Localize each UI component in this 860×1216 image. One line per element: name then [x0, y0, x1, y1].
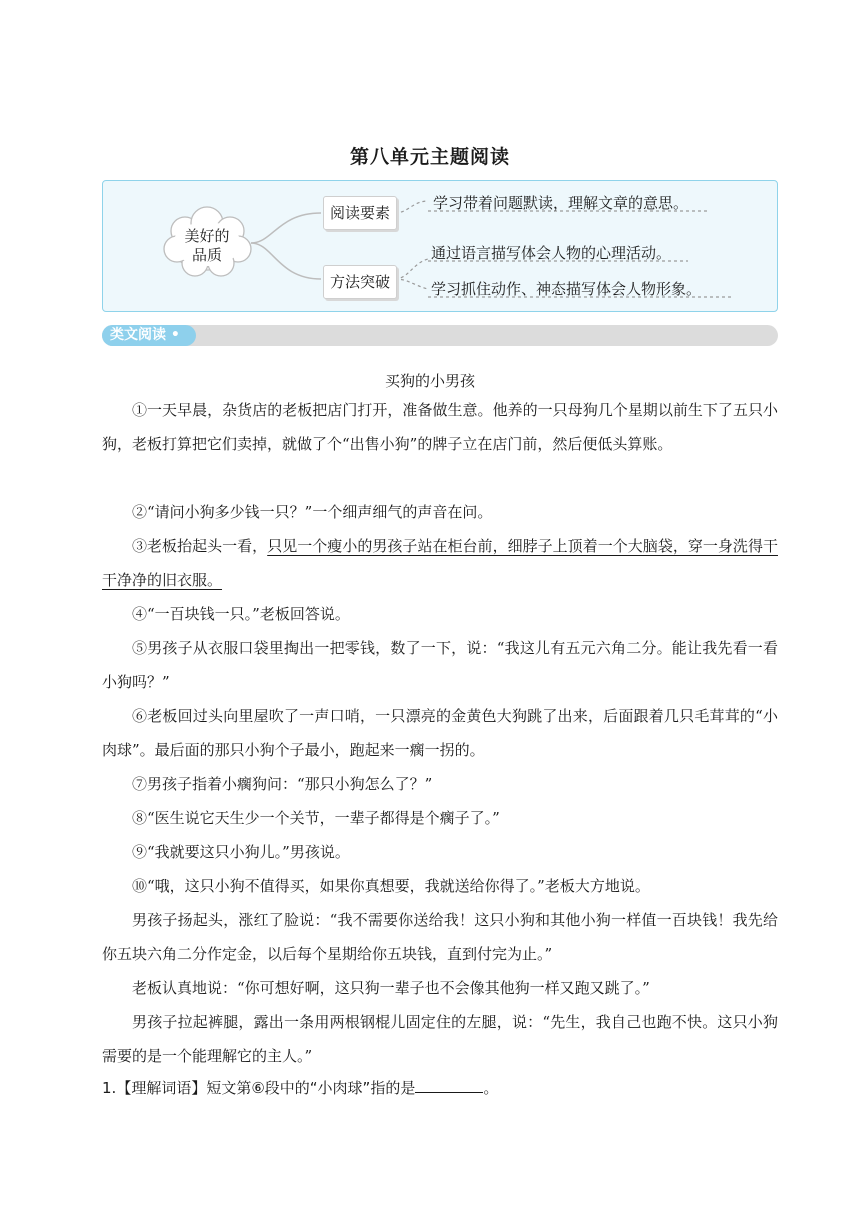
branch-label-method: 方法突破	[323, 265, 397, 299]
section-bar	[102, 325, 778, 346]
section-tag-dot: •	[170, 327, 180, 343]
branch-label-reading-element: 阅读要素	[323, 196, 397, 230]
paragraph-6: ⑥老板回过头向里屋吹了一声口哨，一只漂亮的金黄色大狗跳了出来，后面跟着几只毛茸茸的“小肉球”。最后面的那只小狗个子最小，跑起来一瘸一拐的。	[102, 707, 778, 759]
branch1-item1: 学习带着问题默读，理解文章的意思。	[433, 194, 689, 212]
mindmap-theme	[177, 227, 237, 265]
paragraph-11: 男孩子扬起头，涨红了脸说：“我不需要你送给我！这只小狗和其他小狗一样值一百块钱！我先给你五块六角二分作定金，以后每个星期给你五块钱，直到付完为止。”	[102, 911, 778, 963]
mindmap-theme-line2: 品质	[191, 246, 222, 264]
paragraph-13: 男孩子拉起裤腿，露出一条用两根钢棍儿固定住的左腿，说：“先生，我自己也跑不快。这只小狗需要的是一个能理解它的主人。”	[102, 1013, 778, 1065]
question-number: 1.	[102, 1079, 117, 1097]
paragraph-3-underlined: 只见一个瘦小的男孩子站在柜台前，细脖子上顶着一个大脑袋，穿一身洗得干干净净的旧衣服。	[102, 537, 778, 589]
paragraph-3-lead: ③老板抬起头一看，	[132, 537, 268, 555]
paragraph-3	[102, 529, 778, 597]
mindmap-theme-line1: 美好的	[184, 227, 230, 245]
section-tag	[102, 325, 196, 346]
paragraph-2: ②“请问小狗多少钱一只？”一个细声细气的声音在问。	[132, 503, 493, 521]
branch2-item2: 学习抓住动作、神态描写体会人物形象。	[431, 280, 702, 298]
question-text: 短文第⑥段中的“小肉球”指的是	[206, 1079, 416, 1097]
branch2-item1: 通过语言描写体会人物的心理活动。	[431, 244, 672, 262]
story-title: 买狗的小男孩	[384, 372, 475, 390]
paragraph-4: ④“一百块钱一只。”老板回答说。	[132, 605, 350, 623]
mindmap-panel	[102, 180, 778, 312]
paragraph-5: ⑤男孩子从衣服口袋里掏出一把零钱，数了一下，说：“我这儿有五元六角二分。能让我先看一看小狗吗？”	[102, 639, 778, 691]
paragraph-9: ⑨“我就要这只小狗儿。”男孩说。	[132, 843, 350, 861]
question-tag: 【理解词语】	[116, 1079, 207, 1097]
paragraph-7: ⑦男孩子指着小瘸狗问：“那只小狗怎么了？”	[132, 775, 433, 793]
paragraph-8: ⑧“医生说它天生少一个关节，一辈子都得是个瘸子了。”	[132, 809, 500, 827]
question-1	[102, 1071, 778, 1105]
section-tag-label: 类文阅读	[110, 327, 166, 343]
answer-blank[interactable]	[415, 1077, 483, 1093]
paragraph-12: 老板认真地说：“你可想好啊，这只狗一辈子也不会像其他狗一样又跑又跳了。”	[132, 979, 650, 997]
paragraph-1: ①一天早晨，杂货店的老板把店门打开，准备做生意。他养的一只母狗几个星期以前生下了五只小狗，老板打算把它们卖掉，就做了个“出售小狗”的牌子立在店门前，然后便低头算账。	[102, 401, 778, 453]
page-title: 第八单元主题阅读	[349, 146, 510, 168]
paragraph-10: ⑩“哦，这只小狗不值得买，如果你真想要，我就送给你得了。”老板大方地说。	[132, 877, 650, 895]
question-end: 。	[483, 1079, 499, 1097]
